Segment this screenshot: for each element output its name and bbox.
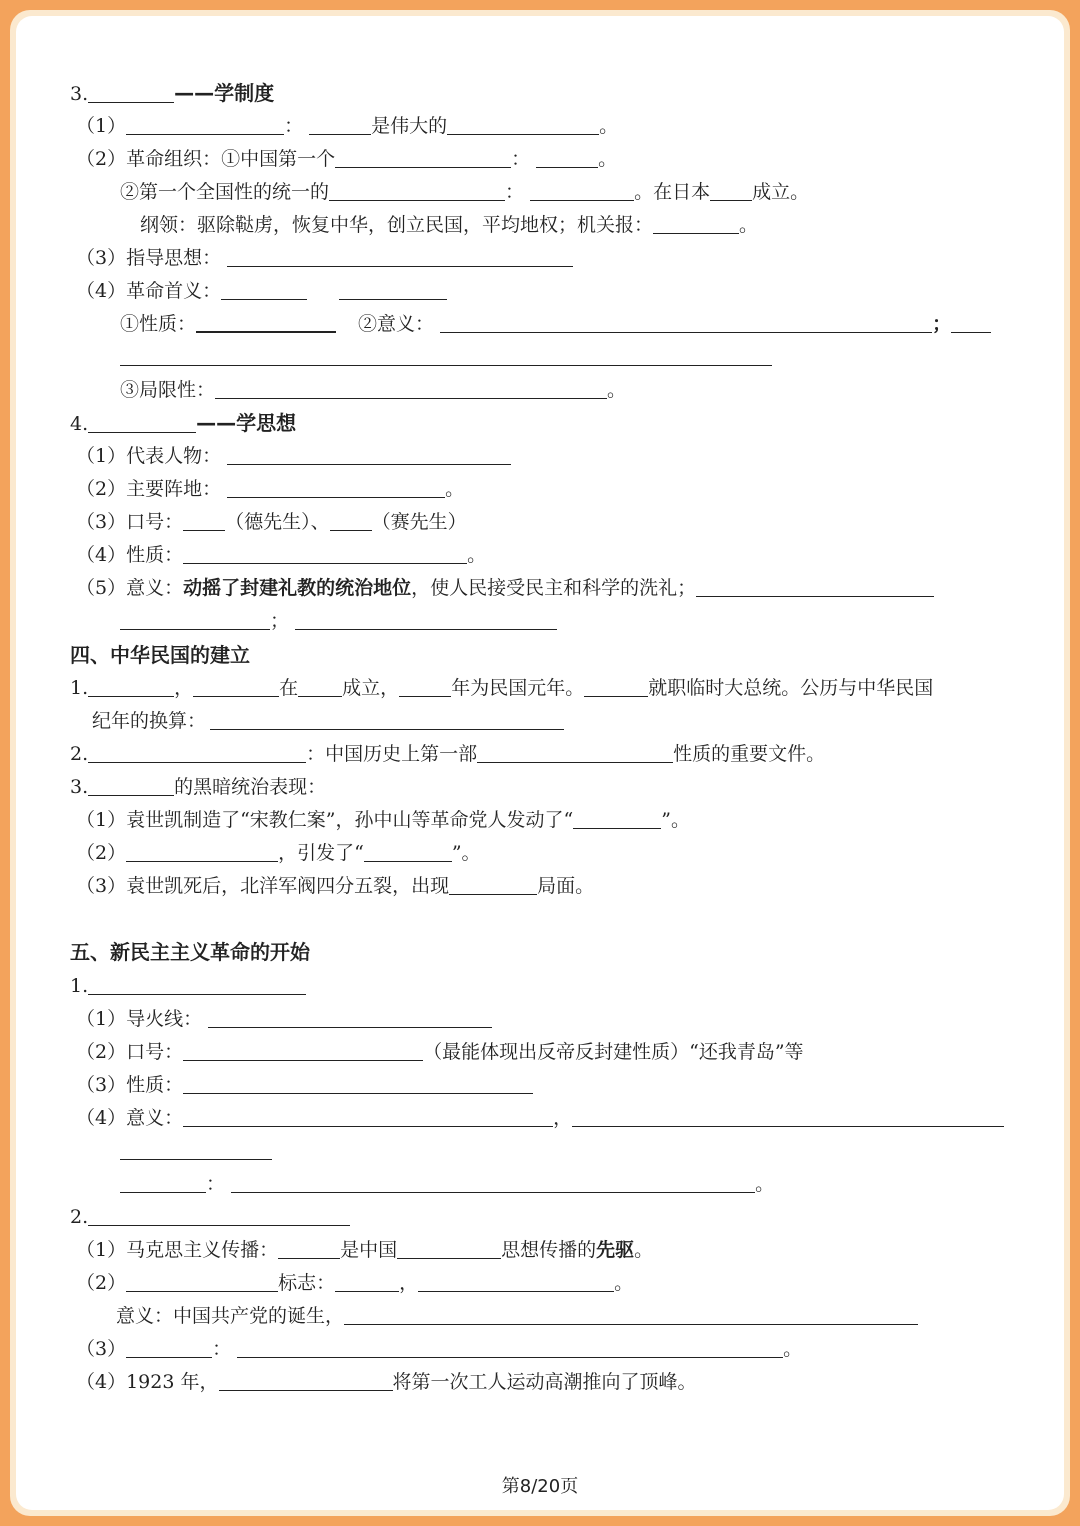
item-3-q2b: ②第一个全国性的统一的 ： 。在日本 成立。 xyxy=(120,181,810,203)
page-frame xyxy=(10,10,1070,1516)
blank xyxy=(339,279,447,300)
blank xyxy=(183,543,467,564)
blank xyxy=(120,1139,272,1160)
item-3-q4a: ①性质： ②意义： ； xyxy=(120,309,1064,339)
blank xyxy=(295,609,557,630)
s5-m1: （1）马克思主义传播： 是中国 思想传播的先驱。 xyxy=(76,1239,654,1261)
blank xyxy=(126,114,284,135)
s5-m3: （3） ： 。 xyxy=(76,1338,803,1360)
blank xyxy=(120,1172,206,1193)
s5-m2: （2） 标志： ， 。 xyxy=(76,1272,634,1294)
blank xyxy=(278,1238,340,1259)
item-3-q4b xyxy=(120,342,1064,372)
blank xyxy=(219,1370,393,1391)
item-4-q3: （3）口号： （德先生）、 （赛先生） xyxy=(76,511,467,533)
blank xyxy=(126,1337,212,1358)
blank xyxy=(221,279,307,300)
blank xyxy=(477,742,673,763)
blank xyxy=(309,114,371,135)
blank xyxy=(330,510,372,531)
s5-line-2: 2. xyxy=(70,1202,1064,1232)
item-3-q2c: 纲领：驱除鞑虏，恢复中华，创立民国，平均地权；机关报： 。 xyxy=(140,214,759,236)
s5-m2b: 意义：中国共产党的诞生， xyxy=(116,1301,1064,1331)
item-3-q2: （2）革命组织：①中国第一个 ： 。 xyxy=(76,148,618,170)
blank xyxy=(88,82,174,103)
s5-q4: （4）意义： ， xyxy=(76,1103,1064,1133)
blank xyxy=(120,609,270,630)
s5-line-1: 1. xyxy=(70,971,1064,1001)
s4-q3: （3）袁世凯死后，北洋军阀四分五裂，出现 局面。 xyxy=(76,875,595,897)
worksheet-page xyxy=(16,16,1064,1510)
blank xyxy=(344,1304,918,1325)
blank xyxy=(536,147,598,168)
s4-line-3: 3. 的黑暗统治表现： xyxy=(70,776,327,798)
blank xyxy=(397,1238,501,1259)
blank xyxy=(951,312,991,333)
s5-q1: （1）导火线： xyxy=(76,1004,1064,1034)
blank xyxy=(440,312,932,333)
blank xyxy=(88,676,174,697)
blank xyxy=(653,213,739,234)
blank xyxy=(335,1271,399,1292)
s5-m4: （4）1923 年， 将第一次工人运动高潮推向了顶峰。 xyxy=(76,1371,697,1393)
blank xyxy=(88,775,174,796)
blank xyxy=(196,311,336,333)
page-number: 第8/20页 xyxy=(501,1476,579,1497)
item-3-title: 3. ——学制度 xyxy=(70,81,275,105)
s5-q3: （3）性质： xyxy=(76,1070,1064,1100)
blank xyxy=(573,808,661,829)
blank xyxy=(126,1271,278,1292)
item-4-q1: （1）代表人物： xyxy=(76,441,1064,471)
blank xyxy=(227,246,573,267)
item-3-q3: （3）指导思想： xyxy=(76,243,1064,273)
blank xyxy=(447,114,599,135)
blank xyxy=(364,841,452,862)
blank xyxy=(696,576,934,597)
blank xyxy=(183,1040,423,1061)
blank xyxy=(193,676,279,697)
blank xyxy=(208,1007,492,1028)
s4-q2: （2） ，引发了“ ”。 xyxy=(76,842,481,864)
blank xyxy=(126,841,278,862)
blank xyxy=(88,1205,350,1226)
blank xyxy=(329,180,505,201)
item-4-title: 4. ——学思想 xyxy=(70,411,297,435)
s5-q2: （2）口号： （最能体现出反帝反封建性质）“还我青岛”等 xyxy=(76,1041,804,1063)
blank xyxy=(88,974,306,995)
s5-q4b xyxy=(120,1136,1064,1166)
item-3-q1: （1） ： 是伟大的 。 xyxy=(76,115,619,137)
blank xyxy=(227,477,445,498)
item-4-q4: （4）性质： 。 xyxy=(76,544,487,566)
blank xyxy=(418,1271,614,1292)
blank xyxy=(710,180,752,201)
s5-q4c: ： 。 xyxy=(120,1169,1064,1199)
blank xyxy=(584,676,648,697)
section-4-heading: 四、中华民国的建立 xyxy=(70,643,250,667)
blank xyxy=(88,742,306,763)
blank xyxy=(237,1337,783,1358)
section-5-heading: 五、新民主主义革命的开始 xyxy=(70,940,310,964)
blank xyxy=(183,510,225,531)
blank xyxy=(120,345,772,366)
s4-q1: （1）袁世凯制造了“宋教仁案”，孙中山等革命党人发动了“ ”。 xyxy=(76,809,690,831)
blank xyxy=(399,676,451,697)
blank xyxy=(88,412,196,433)
s4-line-2: 2. ：中国历史上第一部 性质的重要文件。 xyxy=(70,743,826,765)
s4-line-1: 1. ， 在 成立， 年为民国元年。 就职临时大总统。公历与中华民国 xyxy=(70,677,934,699)
item-3-q4: （4）革命首义： xyxy=(76,276,1064,306)
blank xyxy=(231,1172,755,1193)
item-4-q5b: ； xyxy=(120,606,1064,636)
blank xyxy=(449,874,537,895)
blank xyxy=(530,180,634,201)
blank xyxy=(572,1106,1004,1127)
blank xyxy=(210,709,564,730)
blank xyxy=(335,147,511,168)
item-4-q5: （5）意义：动摇了封建礼教的统治地位，使人民接受民主和科学的洗礼； xyxy=(76,573,1064,603)
blank xyxy=(183,1073,533,1094)
s4-line-1b: 纪年的换算： xyxy=(92,706,1064,736)
item-4-q2: （2）主要阵地： 。 xyxy=(76,478,465,500)
blank xyxy=(183,1106,553,1127)
blank xyxy=(215,378,607,399)
item-3-q4c: ③局限性： 。 xyxy=(120,379,627,401)
blank xyxy=(298,676,342,697)
blank xyxy=(227,444,511,465)
